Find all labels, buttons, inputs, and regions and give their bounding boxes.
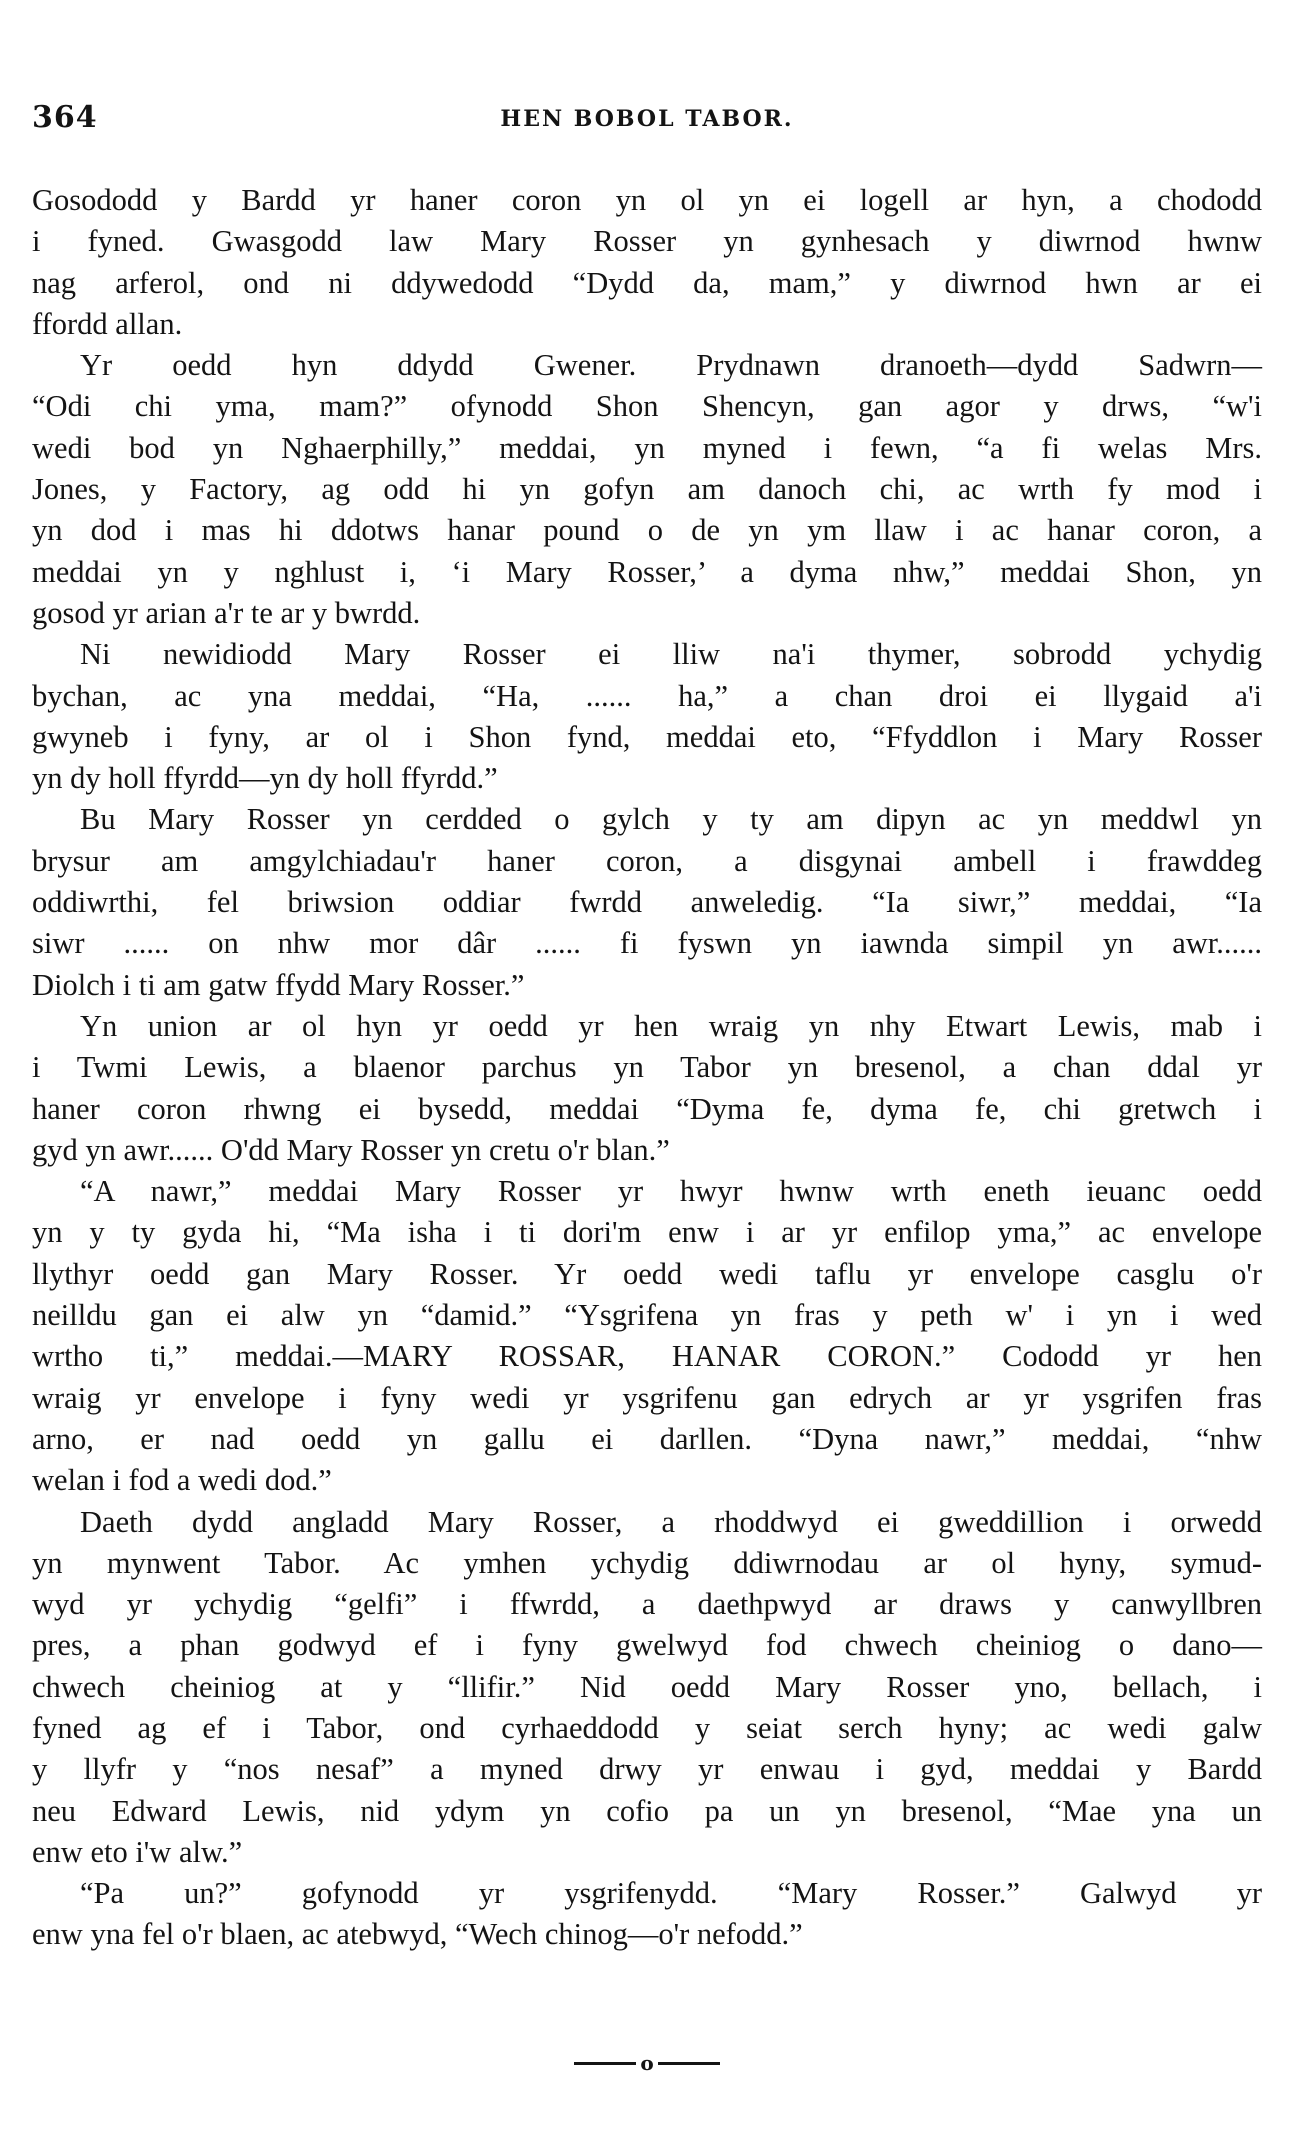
text-line: y llyfr y “nos nesaf” a myned drwy yr enwau i gyd, meddai y Bardd [32,1752,1262,1787]
paragraph-8 [32,1873,1262,1956]
text-line: ffordd allan. [32,306,183,341]
paragraph-3 [32,634,1262,799]
paragraph-4 [32,799,1262,1005]
paragraph-1 [32,180,1262,345]
text-line: gosod yr arian a'r te ar y bwrdd. [32,595,421,630]
text-line: wyd yr ychydig “gelfi” i ffwrdd, a daethpwyd ar draws y canwyllbren [32,1587,1262,1622]
text-line: Yn union ar ol hyn yr oedd yr hen wraig yn nhy Etwart Lewis, mab i [80,1008,1262,1043]
text-line: yn dod i mas hi ddotws hanar pound o de yn ym llaw i ac hanar coron, a [32,513,1262,548]
text-line: fyned ag ef i Tabor, ond cyrhaeddodd y seiat serch hyny; ac wedi galw [32,1710,1262,1745]
text-line: welan i fod a wedi dod.” [32,1463,332,1498]
text-line: “A nawr,” meddai Mary Rosser yr hwyr hwnw wrth eneth ieuanc oedd [80,1174,1262,1209]
text-line: Ni newidiodd Mary Rosser ei lliw na'i thymer, sobrodd ychydig [80,637,1262,672]
book-page [32,0,1262,2129]
text-line: yn mynwent Tabor. Ac ymhen ychydig ddiwrnodau ar ol hyny, symud- [32,1545,1262,1580]
text-line: wraig yr envelope i fyny wedi yr ysgrifenu gan edrych ar yr ysgrifen fras [32,1380,1262,1415]
text-line: wrtho ti,” meddai.—MARY ROSSAR, HANAR CORON.” Cododd yr hen [32,1339,1262,1374]
text-line: yn dy holl ffyrdd—yn dy holl ffyrdd.” [32,761,498,796]
text-line: i fyned. Gwasgodd law Mary Rosser yn gynhesach y diwrnod hwnw [32,224,1262,259]
text-line: pres, a phan godwyd ef i fyny gwelwyd fod chwech cheiniog o dano— [32,1628,1262,1663]
text-line: yn y ty gyda hi, “Ma isha i ti dori'm enw i ar yr enfilop yma,” ac envelope [32,1215,1262,1250]
page-header [32,100,1262,144]
paragraph-7 [32,1502,1262,1874]
text-line: Gosododd y Bardd yr haner coron yn ol yn ei logell ar hyn, a chododd [32,183,1262,217]
text-line: neilldu gan ei alw yn “damid.” “Ysgrifena yn fras y peth w' i yn i wed [32,1298,1262,1333]
text-line: bychan, ac yna meddai, “Ha, ...... ha,” a chan droi ei llygaid a'i [32,678,1262,713]
text-line: arno, er nad oedd yn gallu ei darllen. “Dyna nawr,” meddai, “nhw [32,1421,1262,1456]
text-line: Jones, y Factory, ag odd hi yn gofyn am danoch chi, ac wrth fy mod i [32,472,1262,507]
tail-ornament [32,2050,1262,2075]
text-line: enw yna fel o'r blaen, ac atebwyd, “Wech chinog—o'r nefodd.” [32,1917,803,1952]
text-line: Daeth dydd angladd Mary Rosser, a rhoddwyd ei gweddillion i orwedd [80,1504,1262,1539]
text-line: meddai yn y nghlust i, ‘i Mary Rosser,’ a dyma nhw,” meddai Shon, yn [32,554,1262,589]
text-line: llythyr oedd gan Mary Rosser. Yr oedd wedi taflu yr envelope casglu o'r [32,1256,1262,1291]
text-line: Bu Mary Rosser yn cerdded o gylch y ty am dipyn ac yn meddwl yn [80,802,1262,837]
text-line: nag arferol, ond ni ddywedodd “Dydd da, mam,” y diwrnod hwn ar ei [32,265,1262,300]
ornament-circle: o [640,2051,654,2075]
text-line: enw eto i'w alw.” [32,1834,243,1869]
text-line: neu Edward Lewis, nid ydym yn cofio pa un yn bresenol, “Mae yna un [32,1793,1262,1828]
ornament-rule-left [574,2062,636,2065]
text-line: siwr ...... on nhw mor dâr ...... fi fyswn yn iawnda simpil yn awr...... [32,926,1262,961]
page-number: 364 [32,100,98,135]
text-line: gyd yn awr...... O'dd Mary Rosser yn cretu o'r blan.” [32,1132,670,1167]
text-line: “Pa un?” gofynodd yr ysgrifenydd. “Mary Rosser.” Galwyd yr [80,1876,1262,1911]
body-text [32,180,1262,1956]
text-line: brysur am amgylchiadau'r haner coron, a disgynai ambell i frawddeg [32,843,1262,878]
paragraph-5 [32,1006,1262,1171]
text-line: i Twmi Lewis, a blaenor parchus yn Tabor yn bresenol, a chan ddal yr [32,1050,1262,1085]
text-line: Diolch i ti am gatw ffydd Mary Rosser.” [32,967,525,1002]
text-line: wedi bod yn Nghaerphilly,” meddai, yn myned i fewn, “a fi welas Mrs. [32,430,1262,465]
running-head: HEN BOBOL TABOR. [500,106,794,132]
paragraph-2 [32,345,1262,634]
paragraph-6 [32,1171,1262,1501]
text-line: oddiwrthi, fel briwsion oddiar fwrdd anweledig. “Ia siwr,” meddai, “Ia [32,885,1262,920]
text-line: “Odi chi yma, mam?” ofynodd Shon Shencyn, gan agor y drws, “w'i [32,389,1262,424]
text-line: Yr oedd hyn ddydd Gwener. Prydnawn dranoeth—dydd Sadwrn— [80,348,1262,383]
text-line: chwech cheiniog at y “llifir.” Nid oedd Mary Rosser yno, bellach, i [32,1669,1262,1704]
ornament-rule-right [658,2062,720,2065]
text-line: haner coron rhwng ei bysedd, meddai “Dyma fe, dyma fe, chi gretwch i [32,1091,1262,1126]
text-line: gwyneb i fyny, ar ol i Shon fynd, meddai eto, “Ffyddlon i Mary Rosser [32,719,1262,754]
